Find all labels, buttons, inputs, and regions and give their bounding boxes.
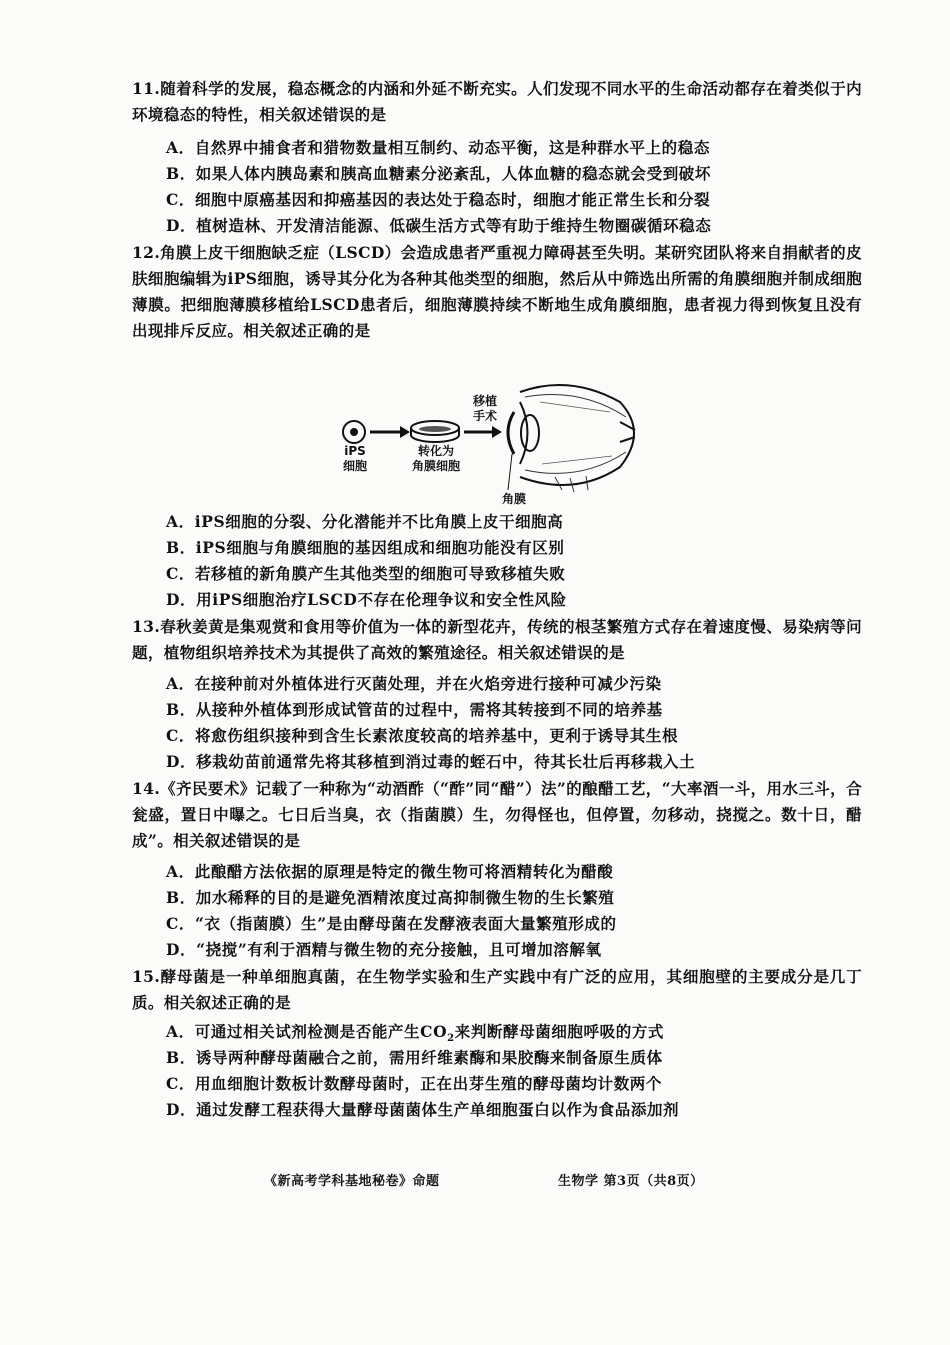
q13-option-a: A．在接种前对外植体进行灭菌处理，并在火焰旁进行接种可减少污染 <box>166 674 662 693</box>
cornea-pointer-icon <box>508 454 512 490</box>
ips-nucleus-icon <box>350 428 358 436</box>
q15-option-a-post: 来判断酵母菌细胞呼吸的方式 <box>454 1022 665 1041</box>
q11-option-a: A．自然界中捕食者和猎物数量相互制约、动态平衡，这是种群水平上的稳态 <box>166 138 710 157</box>
q11-option-d: D．植树造林、开发清洁能源、低碳生活方式等有助于维持生物圈碳循环稳态 <box>166 216 712 235</box>
ips-label-line1: iPS <box>344 444 366 458</box>
dish-label <box>404 444 468 474</box>
q13-option-d: D．移栽幼苗前通常先将其移植到消过毒的蛭石中，待其长壮后再移栽入土 <box>166 752 696 771</box>
q15-stem: 15.酵母菌是一种单细胞真菌，在生物学实验和生产实践中有广泛的应用，其细胞壁的主要成分是几丁质。相关叙述正确的是 <box>132 967 862 1012</box>
q13-option-c: C．将愈伤组织接种到含生长素浓度较高的培养基中，更利于诱导其生根 <box>166 726 679 745</box>
q14-stem: 14.《齐民要术》记载了一种称为“动酒酢（“酢”同“醋”）法”的酿醋工艺，“大率酒一斗，用水三斗，合瓮盛，置日中曝之。七日后当臭，衣（指菌膜）生，勿得怪也，但停置，勿移动，挠搅之。数十日，醋成”。相关叙述错误的是 <box>132 779 862 850</box>
surgery-label-line1: 移植 <box>472 394 497 408</box>
q15-option-d: D．通过发酵工程获得大量酵母菌菌体生产单细胞蛋白以作为食品添加剂 <box>166 1100 680 1119</box>
q14-option-a: A．此酿醋方法依据的原理是特定的微生物可将酒精转化为醋酸 <box>166 862 614 881</box>
q12-option-a: A．iPS细胞的分裂、分化潜能并不比角膜上皮干细胞高 <box>166 512 564 531</box>
footer-right: 生物学 第3页（共8页） <box>558 1174 704 1189</box>
q12-option-b: B．iPS细胞与角膜细胞的基因组成和细胞功能没有区别 <box>166 538 565 557</box>
q11-stem: 11.随着科学的发展，稳态概念的内涵和外延不断充实。人们发现不同水平的生命活动都存在着类似于内环境稳态的特性，相关叙述错误的是 <box>132 79 862 124</box>
arrow-1-head-icon <box>400 426 410 438</box>
q13-stem: 13.春秋姜黄是集观赏和食用等价值为一体的新型花卉，传统的根茎繁殖方式存在着速度慢、易染病等问题，植物组织培养技术为其提供了高效的繁殖途径。相关叙述错误的是 <box>132 617 862 662</box>
arrow-2-head-icon <box>492 426 502 438</box>
q15-option-b: B．诱导两种酵母菌融合之前，需用纤维素酶和果胶酶来制备原生质体 <box>166 1048 663 1067</box>
q15-option-a-sub: 2 <box>447 1033 455 1045</box>
surgery-label-line2: 手术 <box>472 409 497 423</box>
dish-label-line1: 转化为 <box>417 444 454 458</box>
q11-option-b: B．如果人体内胰岛素和胰高血糖素分泌紊乱，人体血糖的稳态就会受到破坏 <box>166 164 712 183</box>
q11-option-c: C．细胞中原癌基因和抑癌基因的表达处于稳态时，细胞才能正常生长和分裂 <box>166 190 711 209</box>
q15-option-a-pre: A．可通过相关试剂检测是否能产生CO <box>166 1022 448 1041</box>
q14-option-d: D．“挠搅”有利于酒精与微生物的充分接触，且可增加溶解氧 <box>166 940 602 959</box>
footer-left: 《新高考学科基地秘卷》命题 <box>264 1174 440 1189</box>
q15-option-c: C．用血细胞计数板计数酵母菌时，正在出芽生殖的酵母菌均计数两个 <box>166 1074 662 1093</box>
q12-stem: 12.角膜上皮干细胞缺乏症（LSCD）会造成患者严重视力障碍甚至失明。某研究团队将来自捐献者的皮肤细胞编辑为iPS细胞，诱导其分化为各种其他类型的细胞，然后从中筛选出所需的角膜细胞并制成细胞薄膜。把细胞薄膜移植给LSCD患者后，细胞薄膜持续不断地生成角膜细胞，患者视力得到恢复且没有出现排斥反应。相关叙述正确的是 <box>132 243 862 340</box>
cornea-label: 角膜 <box>501 492 526 506</box>
q13-option-b: B．从接种外植体到形成试管苗的过程中，需将其转接到不同的培养基 <box>166 700 663 719</box>
q12-option-d: D．用iPS细胞治疗LSCD不存在伦理争议和安全性风险 <box>166 590 567 609</box>
q12-option-c: C．若移植的新角膜产生其他类型的细胞可导致移植失败 <box>166 564 566 583</box>
ips-label-line2: 细胞 <box>342 459 367 473</box>
dish-label-line2: 角膜细胞 <box>411 459 460 473</box>
eye-icon <box>508 385 635 492</box>
q14-option-b: B．加水稀释的目的是避免酒精浓度过高抑制微生物的生长繁殖 <box>166 888 615 907</box>
q14-option-c: C．“衣（指菌膜）生”是由酵母菌在发酵液表面大量繁殖形成的 <box>166 914 617 933</box>
surgery-label <box>465 394 505 424</box>
ips-label <box>338 444 372 474</box>
q15-option-a <box>166 1022 664 1049</box>
